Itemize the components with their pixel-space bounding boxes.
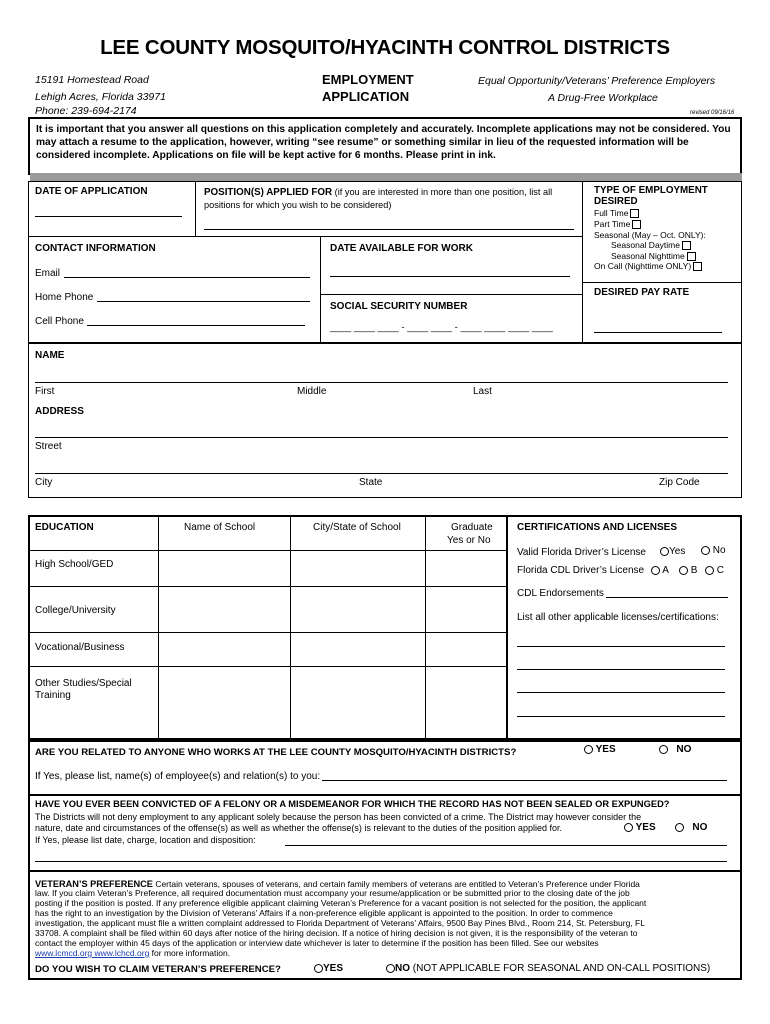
felony-ifyes-field-2[interactable]	[35, 861, 727, 862]
other-certs-line[interactable]	[517, 669, 725, 670]
edu-row-highschool: High School/GED	[35, 559, 114, 570]
divider	[320, 236, 321, 343]
intro-box	[28, 117, 742, 175]
veteran-text-line2: law. If you claim Veteran’s Preference, all required documentation must accompany your resume/application or be submitted prior to the closing date of the job	[35, 888, 630, 898]
email-field[interactable]	[64, 277, 310, 278]
part-time-checkbox[interactable]	[632, 220, 641, 229]
seasonal-day-checkbox[interactable]	[682, 241, 691, 250]
related-no-radio[interactable]	[659, 745, 668, 754]
cdl-endorsements-field[interactable]	[606, 597, 728, 598]
street-field[interactable]	[35, 437, 728, 438]
veteran-text-line4: has the right to an investigation by the Division of Veterans’ Affairs if a non-preference eligible applicant is appointed to the position. In order to commence	[35, 908, 613, 918]
desired-pay-label: DESIRED PAY RATE	[594, 287, 690, 298]
desired-pay-field[interactable]	[594, 332, 722, 333]
positions-label: POSITION(S) APPLIED FOR (if you are interested in more than one position, list all positions for which you wish to be considered)	[204, 187, 553, 210]
divider	[28, 632, 506, 633]
divider	[582, 181, 583, 343]
last-name-label: Last	[473, 386, 492, 397]
cdl-b-option[interactable]: B	[679, 565, 697, 577]
date-available-label: DATE AVAILABLE FOR WORK	[330, 243, 473, 254]
edu-row-other: Other Studies/Special	[35, 678, 132, 689]
related-question: ARE YOU RELATED TO ANYONE WHO WORKS AT THE LEE COUNTY MOSQUITO/HYACINTH DISTRICTS?	[35, 747, 517, 758]
cdl-a-option[interactable]: A	[651, 565, 669, 577]
full-time-checkbox[interactable]	[630, 209, 639, 218]
felony-question: HAVE YOU EVER BEEN CONVICTED OF A FELONY OR A MISDEMEANOR FOR WHICH THE RECORD HAS NOT BEEN SEALED OR EXPUNGED?	[35, 799, 670, 809]
veteran-text-line7: contact the employer within 45 days of the application or interview date whichever is later to determine if the position has been filled. See our websites	[35, 938, 599, 948]
drivers-license-label: Valid Florida Driver’s License	[517, 547, 646, 558]
seasonal-label: Seasonal (May – Oct. ONLY):	[594, 230, 706, 240]
revised-date: revised 09/16/16	[690, 110, 735, 116]
felony-yes-option[interactable]: YES	[624, 822, 656, 834]
divider	[290, 515, 291, 740]
other-certs-line[interactable]	[517, 692, 725, 693]
first-name-label: First	[35, 386, 55, 397]
street-label: Street	[35, 441, 62, 452]
dl-yes-option[interactable]: Yes	[660, 546, 685, 558]
school-name-header: Name of School	[184, 522, 256, 533]
divider	[28, 550, 506, 551]
drug-free-statement: A Drug-Free Workplace	[548, 92, 658, 104]
other-certs-line[interactable]	[517, 716, 725, 717]
dl-yes-radio[interactable]	[660, 547, 669, 556]
seasonal-night-option[interactable]: Seasonal Nighttime	[611, 252, 696, 262]
ssn-label: SOCIAL SECURITY NUMBER	[330, 301, 468, 312]
graduate-header-line1: Graduate	[451, 522, 493, 533]
name-label: NAME	[35, 350, 65, 361]
related-ifyes-field[interactable]	[322, 780, 727, 781]
seasonal-day-option[interactable]: Seasonal Daytime	[611, 241, 691, 251]
name-field[interactable]	[35, 382, 728, 383]
cdl-b-radio[interactable]	[679, 566, 688, 575]
veteran-yes-radio[interactable]	[314, 964, 323, 973]
divider	[28, 236, 582, 237]
ssn-field[interactable]: ____ ____ ____ - ____ ____ - ____ ____ ____ ____	[330, 322, 553, 333]
divider	[425, 515, 426, 740]
seasonal-night-checkbox[interactable]	[687, 252, 696, 261]
middle-name-label: Middle	[297, 386, 327, 397]
divider	[28, 666, 506, 667]
felony-no-option[interactable]: NO	[675, 822, 707, 834]
veteran-text-line8: www.lcmcd.org www.lchcd.org for more information.	[35, 948, 231, 958]
school-city-header: City/State of School	[313, 522, 401, 533]
related-ifyes-label: If Yes, please list, name(s) of employee(s) and relation(s) to you:	[35, 771, 321, 782]
org-phone: Phone: 239-694-2174	[35, 105, 137, 117]
edu-row-vocational: Vocational/Business	[35, 642, 125, 653]
home-phone-label: Home Phone	[35, 292, 94, 303]
divider	[28, 586, 506, 587]
felony-ifyes-label: If Yes, please list date, charge, location and disposition:	[35, 835, 256, 845]
state-label: State	[359, 477, 383, 488]
cdl-c-option[interactable]: C	[705, 565, 724, 577]
home-phone-field[interactable]	[97, 301, 310, 302]
other-certs-line[interactable]	[517, 646, 725, 647]
veteran-website-links[interactable]: www.lcmcd.org www.lchcd.org	[35, 948, 150, 958]
edu-row-other-line2: Training	[35, 690, 71, 701]
org-address-line2: Lehigh Acres, Florida 33971	[35, 91, 166, 103]
other-certs-label: List all other applicable licenses/certifications:	[517, 612, 719, 623]
on-call-checkbox[interactable]	[693, 262, 702, 271]
related-no-option[interactable]: NO	[659, 744, 691, 756]
divider	[158, 515, 159, 740]
cell-phone-field[interactable]	[87, 325, 305, 326]
form-title-line2: APPLICATION	[322, 89, 410, 104]
veteran-text-line6: 33708. A complaint shall be filed within 60 days after notice of the hiring decision. If a notice of hiring decision is not given, it is the responsibility of the veteran to	[35, 928, 638, 938]
related-yes-option[interactable]: YES	[584, 744, 616, 756]
cdl-c-radio[interactable]	[705, 566, 714, 575]
part-time-option[interactable]: Part Time	[594, 220, 641, 230]
address-label: ADDRESS	[35, 406, 84, 417]
divider	[582, 282, 742, 283]
date-of-application-field[interactable]	[35, 216, 182, 217]
section-name-address	[28, 343, 742, 498]
veteran-text-line3: posting if the position is posted. If any preference eligible applicant claiming Veteran’s Preference for a vacant position is not selected for the position, the applicant	[35, 898, 647, 908]
date-available-field[interactable]	[330, 276, 570, 277]
divider	[506, 515, 508, 740]
veteran-na-note: (NOT APPLICABLE FOR SEASONAL AND ON-CALL POSITIONS)	[412, 963, 711, 974]
felony-text-line2: nature, date and circumstances of the offense(s) as well as whether the offense(s) is relevant to the duties of the position applied for.	[35, 823, 562, 833]
dl-no-radio[interactable]	[701, 546, 710, 555]
page-title: LEE COUNTY MOSQUITO/HYACINTH CONTROL DISTRICTS	[100, 36, 670, 59]
veteran-text-line1: VETERAN’S PREFERENCE Certain veterans, spouses of veterans, and certain family members of veterans are entitled to Veteran’s Preference under Florida	[35, 879, 640, 889]
felony-yes-radio[interactable]	[624, 823, 633, 832]
cdl-a-radio[interactable]	[651, 566, 660, 575]
cdl-label: Florida CDL Driver’s License	[517, 565, 645, 576]
eeo-statement: Equal Opportunity/Veterans’ Preference Employers	[478, 75, 716, 87]
divider	[195, 181, 196, 236]
related-yes-radio[interactable]	[584, 745, 593, 754]
contact-info-label: CONTACT INFORMATION	[35, 243, 156, 254]
cdl-endorsements-label: CDL Endorsements	[517, 588, 604, 599]
date-of-application-label: DATE OF APPLICATION	[35, 186, 148, 197]
education-header: EDUCATION	[35, 522, 94, 533]
veteran-text-line5: investigation, the applicant must file a written complaint addressed to Florida Department of Veterans’ Affairs, 9500 Bay Pines Blvd., Room 214, St. Petersburg, FL	[35, 918, 645, 928]
dl-no-option[interactable]: No	[701, 545, 726, 557]
veteran-no-option[interactable]: NO (NOT APPLICABLE FOR SEASONAL AND ON-CALL POSITIONS)	[386, 963, 710, 975]
org-address-line1: 15191 Homestead Road	[35, 74, 149, 86]
employment-type-label: TYPE OF EMPLOYMENT DESIRED	[594, 185, 708, 207]
intro-text: It is important that you answer all questions on this application completely and accurately. Incomplete applications may not be considered. You may attach a resume to the application, however, writing “see resume” or something similar in lieu of the requested information will be considered incomplete. Applications on file will be kept active for 6 months. Please print in ink.	[36, 124, 731, 161]
certs-header: CERTIFICATIONS AND LICENSES	[517, 522, 678, 533]
zip-label: Zip Code	[659, 477, 700, 488]
positions-field[interactable]	[204, 229, 574, 230]
felony-text-line1: The Districts will not deny employment to any applicant solely because the person has been convicted of a crime. The District may however consider the	[35, 812, 642, 822]
felony-ifyes-field[interactable]	[285, 845, 727, 846]
felony-no-radio[interactable]	[675, 823, 684, 832]
city-label: City	[35, 477, 53, 488]
veteran-yes-option[interactable]: YES	[314, 963, 343, 975]
full-time-option[interactable]: Full Time	[594, 209, 639, 219]
edu-row-college: College/University	[35, 605, 116, 616]
on-call-option[interactable]: On Call (Nighttime ONLY)	[594, 262, 702, 272]
city-state-zip-field[interactable]	[35, 473, 728, 474]
cell-phone-label: Cell Phone	[35, 316, 84, 327]
form-title-line1: EMPLOYMENT	[322, 72, 414, 87]
graduate-header-line2: Yes or No	[447, 535, 491, 546]
email-label: Email	[35, 268, 61, 279]
veteran-no-radio[interactable]	[386, 964, 395, 973]
divider	[320, 294, 582, 295]
veteran-claim-question: DO YOU WISH TO CLAIM VETERAN’S PREFERENCE?	[35, 964, 281, 975]
